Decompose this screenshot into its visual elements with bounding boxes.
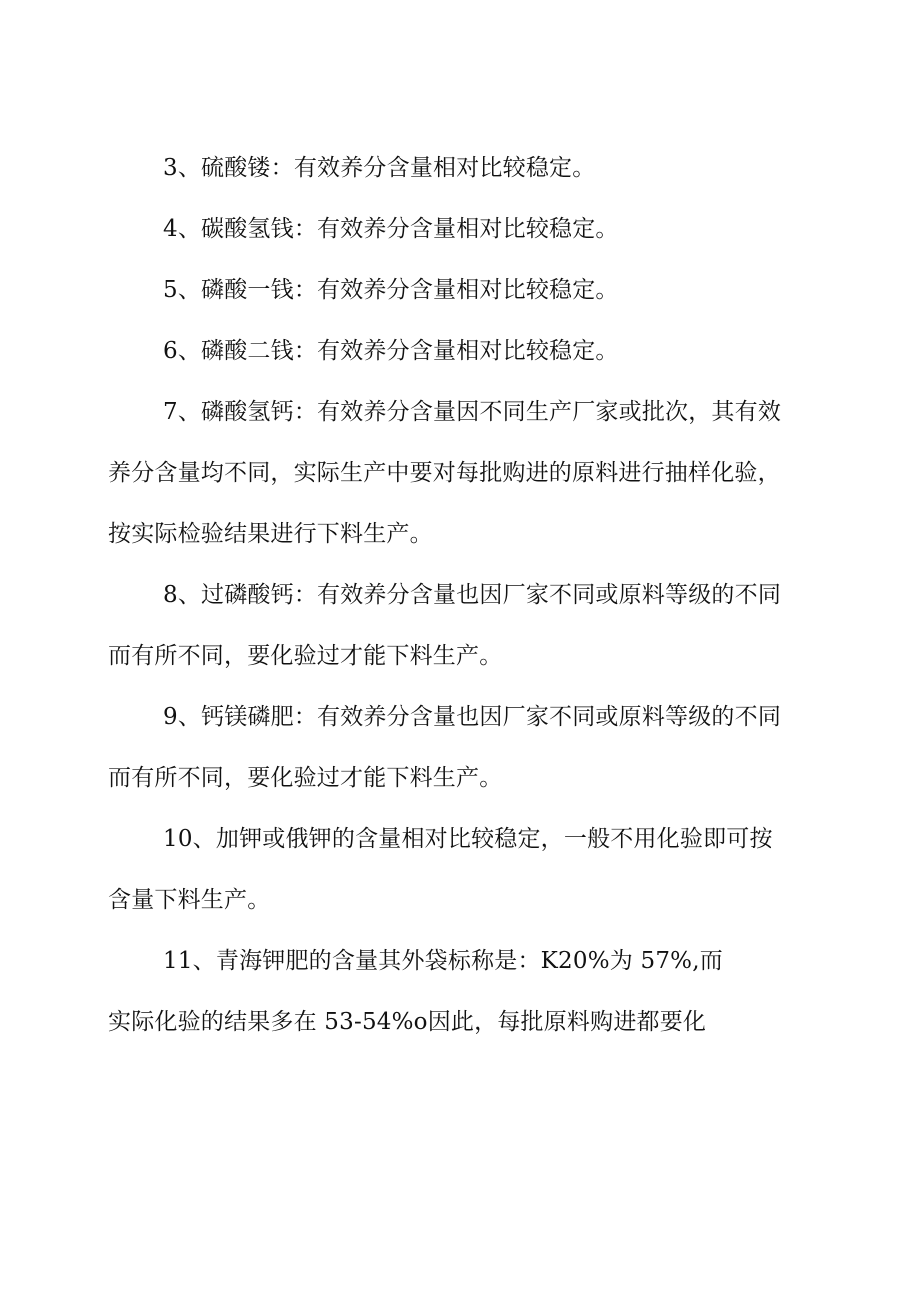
paragraph-11-line-1: 11、青海钾肥的含量其外袋标称是：K20%为 57%,而	[163, 948, 723, 974]
paragraph-9-line-1: 9、钙镁磷肥：有效养分含量也因厂家不同或原料等级的不同	[163, 704, 782, 730]
paragraph-7-line-3: 按实际检验结果进行下料生产。	[108, 521, 433, 547]
paragraph-10-line-1: 10、加钾或俄钾的含量相对比较稳定，一般不用化验即可按	[163, 826, 773, 852]
paragraph-8-line-2: 而有所不同，要化验过才能下料生产。	[108, 643, 503, 669]
paragraph-4: 4、碳酸氢钱：有效养分含量相对比较稳定。	[163, 216, 619, 242]
paragraph-10-line-2: 含量下料生产。	[108, 887, 271, 913]
paragraph-8-line-1: 8、过磷酸钙：有效养分含量也因厂家不同或原料等级的不同	[163, 582, 782, 608]
paragraph-9-line-2: 而有所不同，要化验过才能下料生产。	[108, 765, 503, 791]
paragraph-7-line-2: 养分含量均不同，实际生产中要对每批购进的原料进行抽样化验，	[108, 460, 781, 486]
paragraph-11-line-2: 实际化验的结果多在 53-54%o因此，每批原料购进都要化	[108, 1009, 707, 1035]
paragraph-3: 3、硫酸镂：有效养分含量相对比较稳定。	[163, 155, 596, 181]
paragraph-7-line-1: 7、磷酸氢钙：有效养分含量因不同生产厂家或批次，其有效	[163, 399, 782, 425]
paragraph-6: 6、磷酸二钱：有效养分含量相对比较稳定。	[163, 338, 619, 364]
paragraph-5: 5、磷酸一钱：有效养分含量相对比较稳定。	[163, 277, 619, 303]
